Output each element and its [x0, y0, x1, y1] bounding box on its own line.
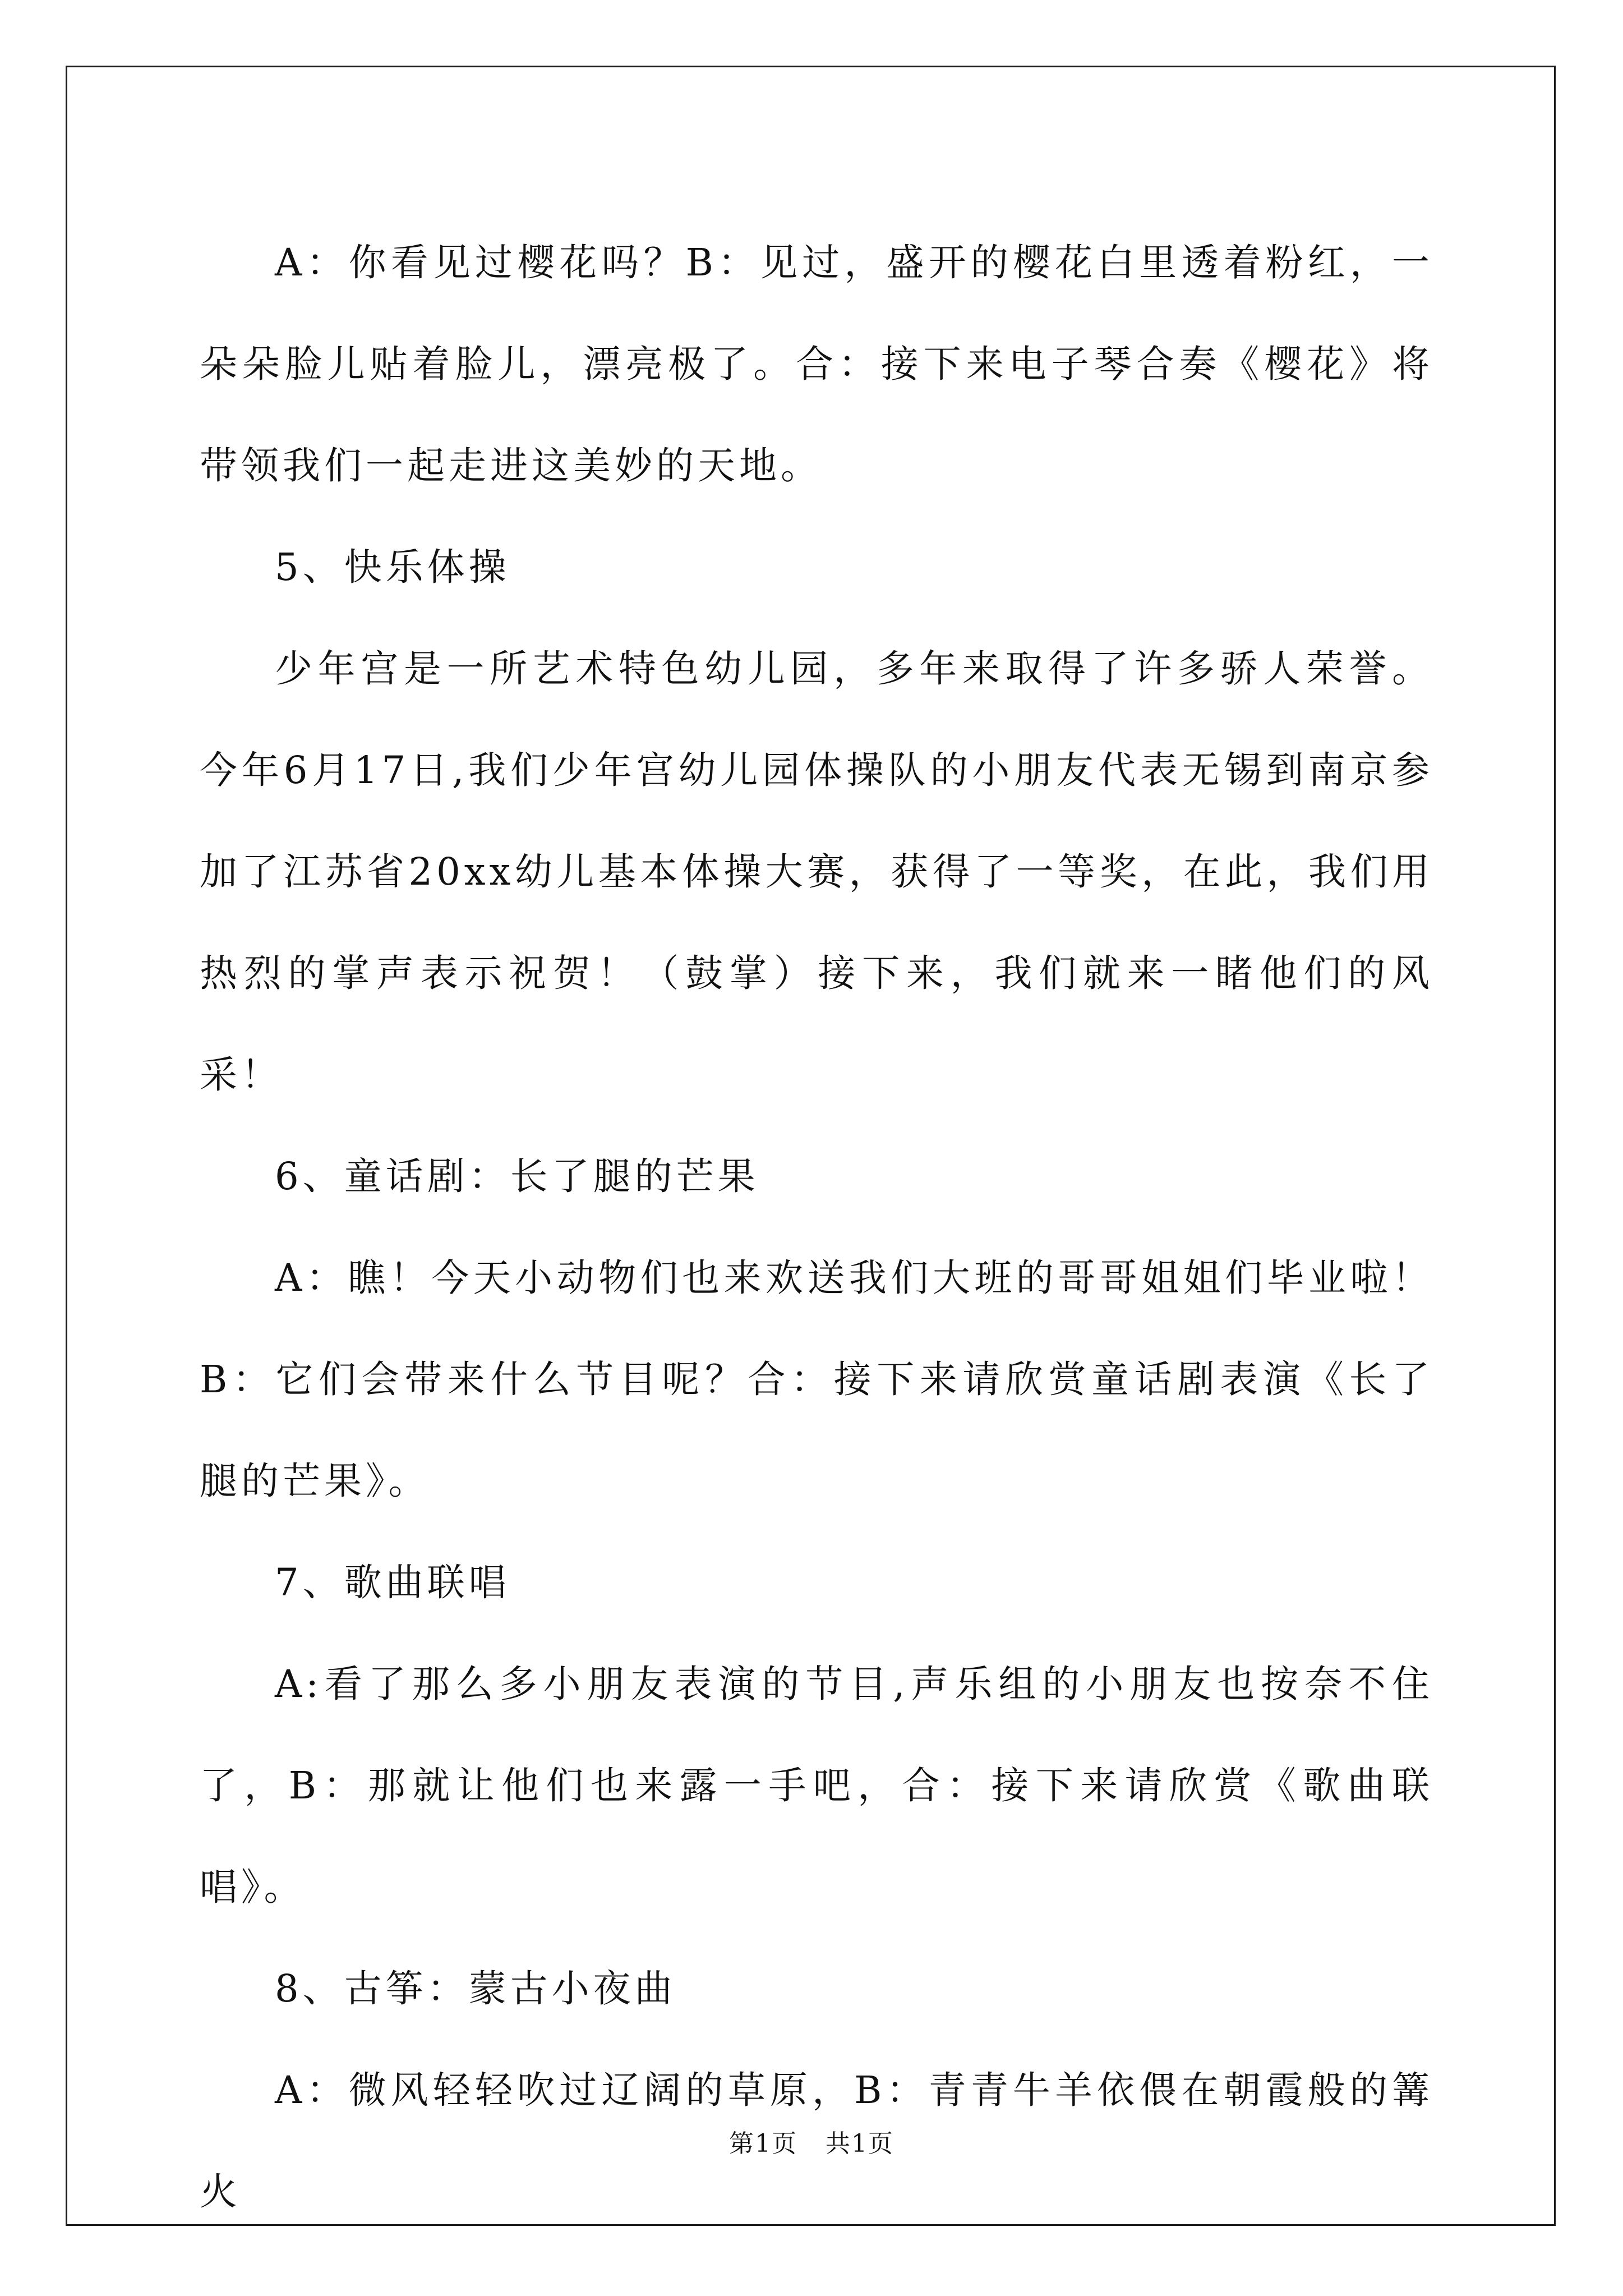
document-body [200, 212, 1433, 2243]
page-total: 共1页 [826, 2129, 894, 2158]
paragraph-sakura-dialogue: A：你看见过樱花吗？B：见过，盛开的樱花白里透着粉红，一朵朵脸儿贴着脸儿，漂亮极了。合：接下来电子琴合奏《樱花》将带领我们一起走进这美妙的天地。 [200, 241, 1433, 487]
page-number: 第1页 [729, 2129, 797, 2158]
page-footer [0, 2123, 1623, 2159]
paragraph-gymnastics: 少年宫是一所艺术特色幼儿园，多年来取得了许多骄人荣誉。今年6月17日,我们少年宫幼儿园体操队的小朋友代表无锡到南京参加了江苏省20xx幼儿基本体操大赛，获得了一等奖，在此，我们用热烈的掌声表示祝贺！（鼓掌）接下来，我们就来一睹他们的风采！ [200, 647, 1433, 1097]
paragraph-guzheng: A：微风轻轻吹过辽阔的草原，B：青青牛羊依偎在朝霞般的篝火 [200, 2068, 1433, 2214]
section-heading-8: 8、古筝：蒙古小夜曲 [275, 1967, 676, 2010]
paragraph-fairy-tale: A：瞧！今天小动物们也来欢送我们大班的哥哥姐姐们毕业啦！B：它们会带来什么节目呢？合：接下来请欣赏童话剧表演《长了腿的芒果》。 [200, 1256, 1433, 1503]
section-heading-6: 6、童话剧：长了腿的芒果 [275, 1154, 759, 1198]
paragraph-song-medley: A:看了那么多小朋友表演的节目,声乐组的小朋友也按奈不住了，B：那就让他们也来露一手吧，合：接下来请欣赏《歌曲联唱》。 [200, 1662, 1433, 1909]
section-heading-7: 7、歌曲联唱 [275, 1561, 510, 1604]
section-heading-5: 5、快乐体操 [275, 545, 510, 589]
